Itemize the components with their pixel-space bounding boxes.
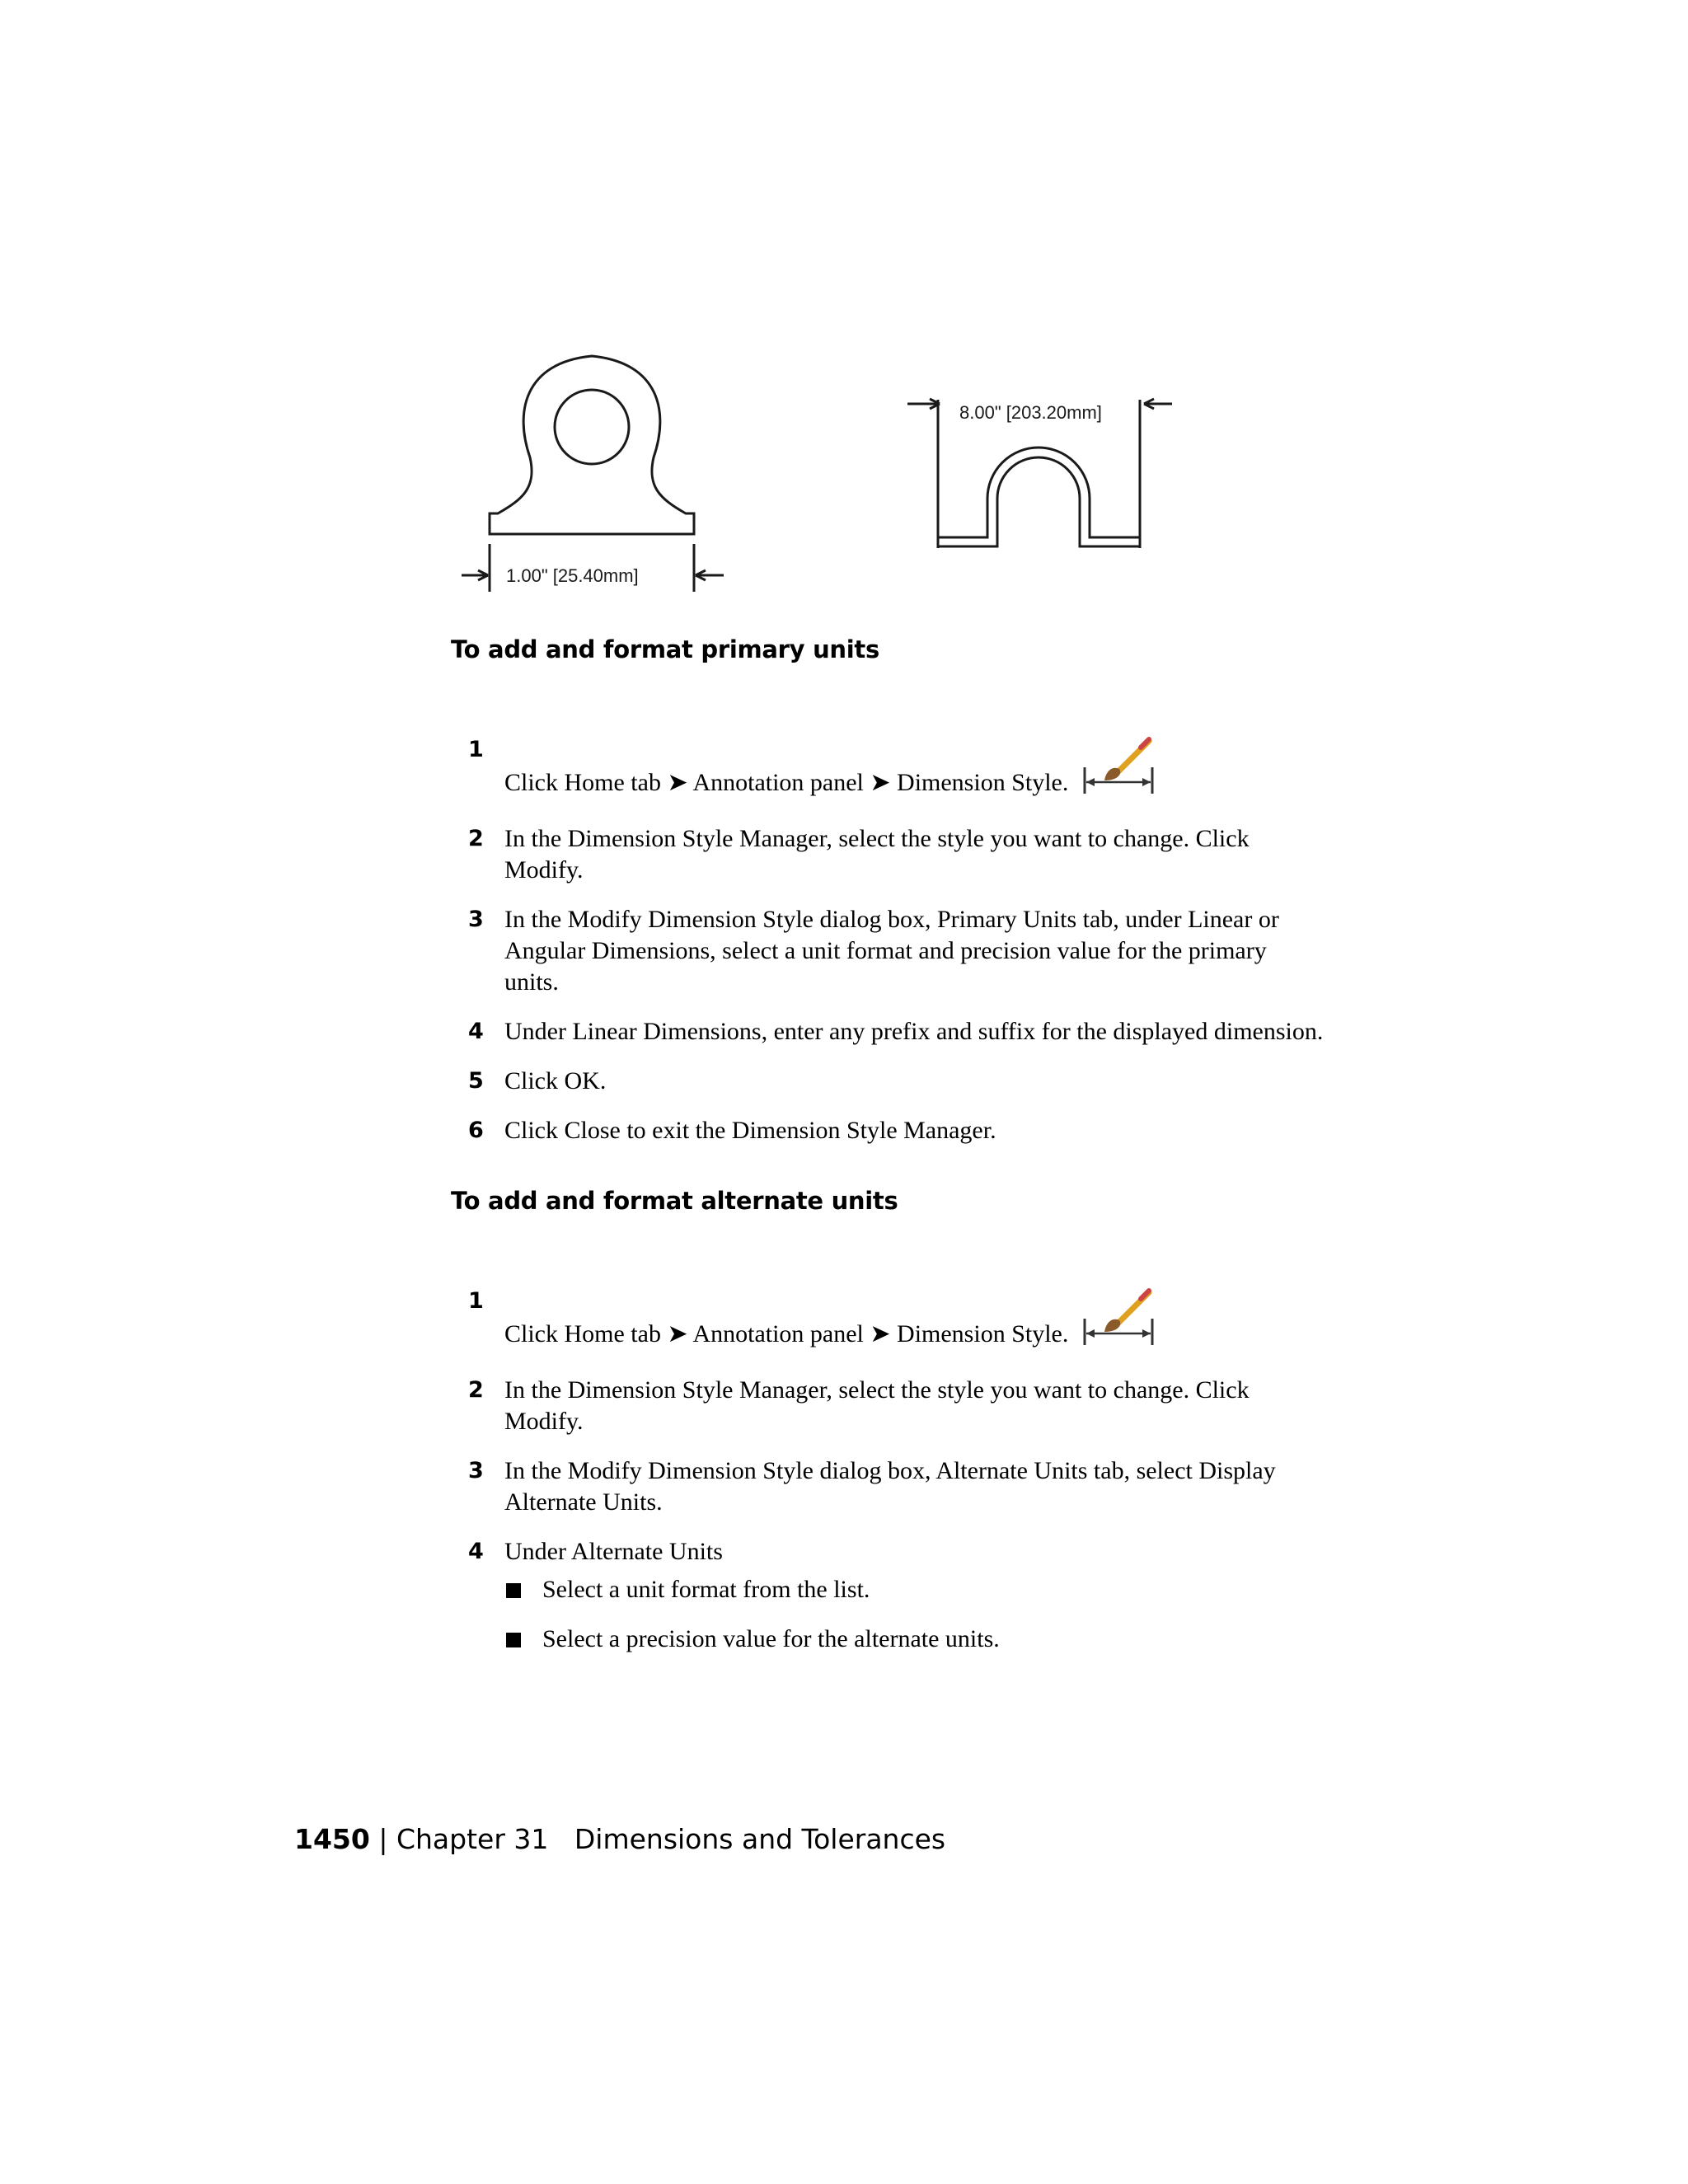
page-footer bbox=[294, 1823, 945, 1855]
step-number: 2 bbox=[468, 826, 484, 851]
right-dimension-label: 8.00" [203.20mm] bbox=[959, 402, 1102, 423]
step-number: 1 bbox=[468, 737, 484, 762]
footer-separator: | bbox=[369, 1823, 396, 1855]
bullet-item bbox=[504, 1574, 1327, 1605]
step-text: Click OK. bbox=[504, 1067, 607, 1094]
alternate-units-steps bbox=[462, 1286, 1327, 1673]
step-text: In the Dimension Style Manager, select the style you want to change. Click Modify. bbox=[504, 1376, 1250, 1435]
list-item bbox=[462, 1455, 1327, 1518]
bullet-text: Select a unit format from the list. bbox=[542, 1576, 870, 1603]
list-item bbox=[462, 1066, 1327, 1097]
sub-bullet-list bbox=[504, 1574, 1327, 1655]
list-item bbox=[462, 823, 1327, 886]
step-number: 4 bbox=[468, 1019, 484, 1044]
page-number: 1450 bbox=[294, 1823, 370, 1855]
step-text: Under Linear Dimensions, enter any prefix and suffix for the displayed dimension. bbox=[504, 1018, 1324, 1045]
lug-part-drawing bbox=[462, 356, 724, 592]
section-heading-primary-units: To add and format primary units bbox=[451, 635, 879, 663]
step-number: 3 bbox=[468, 1458, 484, 1483]
bullet-item bbox=[504, 1624, 1327, 1655]
step-text: In the Dimension Style Manager, select the style you want to change. Click Modify. bbox=[504, 825, 1250, 883]
step-text: Click Close to exit the Dimension Style Manager. bbox=[504, 1117, 996, 1144]
step-number: 2 bbox=[468, 1377, 484, 1403]
list-item bbox=[462, 1536, 1327, 1655]
list-item bbox=[462, 904, 1327, 998]
section-heading-alternate-units: To add and format alternate units bbox=[451, 1187, 898, 1215]
step-text: In the Modify Dimension Style dialog box, Alternate Units tab, select Display Alternate Units. bbox=[504, 1457, 1276, 1516]
left-dimension-label: 1.00" [25.40mm] bbox=[506, 565, 639, 586]
step-text: Click Home tab ➤ Annotation panel ➤ Dimension Style. bbox=[504, 1320, 1069, 1347]
chapter-label: Chapter 31 bbox=[396, 1823, 549, 1855]
dimension-drawings bbox=[0, 0, 1688, 659]
step-number: 5 bbox=[468, 1068, 484, 1094]
list-item bbox=[462, 1115, 1327, 1146]
step-number: 1 bbox=[468, 1288, 484, 1314]
step-text: Click Home tab ➤ Annotation panel ➤ Dimension Style. bbox=[504, 769, 1069, 796]
square-bullet-icon bbox=[506, 1633, 521, 1647]
step-text: In the Modify Dimension Style dialog box, Primary Units tab, under Linear or Angular Dimensions, select a unit format and precision value for the primary units. bbox=[504, 906, 1279, 996]
primary-units-steps bbox=[462, 734, 1327, 1165]
square-bullet-icon bbox=[506, 1583, 521, 1598]
dimension-style-icon bbox=[1081, 1286, 1156, 1357]
dimension-style-icon bbox=[1081, 734, 1156, 805]
step-text: Under Alternate Units bbox=[504, 1538, 723, 1565]
dimension-illustration bbox=[0, 0, 1688, 659]
list-item bbox=[462, 1016, 1327, 1047]
bullet-text: Select a precision value for the alternate units. bbox=[542, 1625, 1000, 1652]
step-number: 6 bbox=[468, 1118, 484, 1143]
list-item bbox=[462, 734, 1327, 805]
step-number: 4 bbox=[468, 1539, 484, 1564]
chapter-title: Dimensions and Tolerances bbox=[574, 1823, 946, 1855]
list-item bbox=[462, 1286, 1327, 1357]
list-item bbox=[462, 1375, 1327, 1437]
step-number: 3 bbox=[468, 907, 484, 932]
